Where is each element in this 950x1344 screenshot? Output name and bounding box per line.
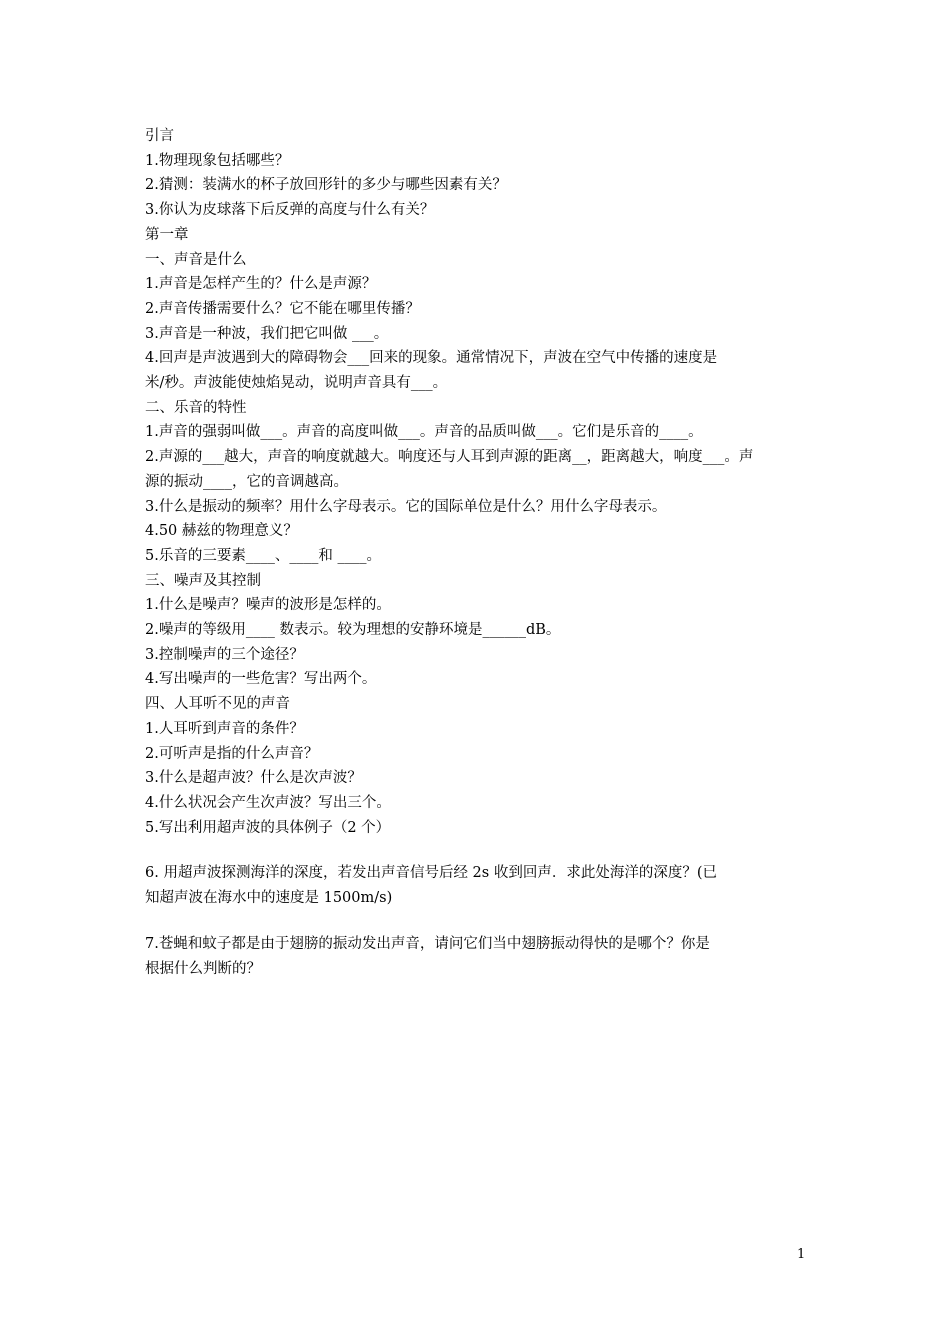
question-line: 5.写出利用超声波的具体例子（2 个） xyxy=(145,819,391,836)
section-heading: 三、噪声及其控制 xyxy=(145,572,261,589)
question-line: 1.声音是怎样产生的？什么是声源？ xyxy=(145,276,377,293)
question-line: 4.写出噪声的一些危害？写出两个。 xyxy=(145,671,377,688)
question-line: 2.猜测：装满水的杯子放回形针的多少与哪些因素有关？ xyxy=(145,177,507,194)
section-heading: 二、乐音的特性 xyxy=(145,399,247,416)
question-line: 1.人耳听到声音的条件？ xyxy=(145,720,304,737)
question-line: 5.乐音的三要素____、____和 ____。 xyxy=(145,547,381,564)
section-heading: 四、人耳听不见的声音 xyxy=(145,696,290,713)
question-7-line-2: 根据什么判断的？ xyxy=(145,960,261,977)
question-line: 源的振动____，它的音调越高。 xyxy=(145,473,348,490)
question-line: 4.回声是声波遇到大的障碍物会___回来的现象。通常情况下，声波在空气中传播的速度是 xyxy=(145,350,718,367)
section-heading: 一、声音是什么 xyxy=(145,251,247,268)
chapter-heading: 第一章 xyxy=(145,226,189,243)
question-7-line-1: 7.苍蝇和蚊子都是由于翅膀的振动发出声音，请问它们当中翅膀振动得快的是哪个？你是 xyxy=(145,935,710,952)
question-6-line-2: 知超声波在海水中的速度是 1500m/s) xyxy=(145,890,393,907)
question-line: 2.可听声是指的什么声音？ xyxy=(145,745,319,762)
question-line: 4.什么状况会产生次声波？写出三个。 xyxy=(145,794,391,811)
question-line: 4.50 赫兹的物理意义？ xyxy=(145,523,298,540)
question-line: 2.噪声的等级用____ 数表示。较为理想的安静环境是______dB。 xyxy=(145,622,561,639)
paragraph-spacer xyxy=(145,840,810,861)
page-number: 1 xyxy=(797,1247,806,1262)
question-line: 3.声音是一种波，我们把它叫做 ___。 xyxy=(145,325,389,342)
question-line: 1.声音的强弱叫做___。声音的高度叫做___。声音的品质叫做___。它们是乐音的____。 xyxy=(145,424,703,441)
question-6-line-1: 6. 用超声波探测海洋的深度，若发出声音信号后经 2s 收到回声．求此处海洋的深度？(已 xyxy=(145,865,717,882)
question-line: 3.你认为皮球落下后反弹的高度与什么有关？ xyxy=(145,202,435,219)
section-heading-intro: 引言 xyxy=(145,128,174,144)
document-body xyxy=(145,124,810,981)
question-line: 2.声源的___越大，声音的响度就越大。响度还与人耳到声源的距离__，距离越大，响度___。声 xyxy=(145,449,754,466)
paragraph-spacer xyxy=(145,911,810,932)
question-line: 米/秒。声波能使烛焰晃动，说明声音具有___。 xyxy=(145,375,448,392)
question-line: 1.什么是噪声？噪声的波形是怎样的。 xyxy=(145,597,391,614)
question-line: 1.物理现象包括哪些？ xyxy=(145,152,290,169)
question-line: 3.什么是振动的频率？用什么字母表示。它的国际单位是什么？用什么字母表示。 xyxy=(145,498,667,515)
question-line: 3.控制噪声的三个途径？ xyxy=(145,646,304,663)
question-line: 2.声音传播需要什么？它不能在哪里传播？ xyxy=(145,300,420,317)
question-line: 3.什么是超声波？什么是次声波？ xyxy=(145,770,362,787)
